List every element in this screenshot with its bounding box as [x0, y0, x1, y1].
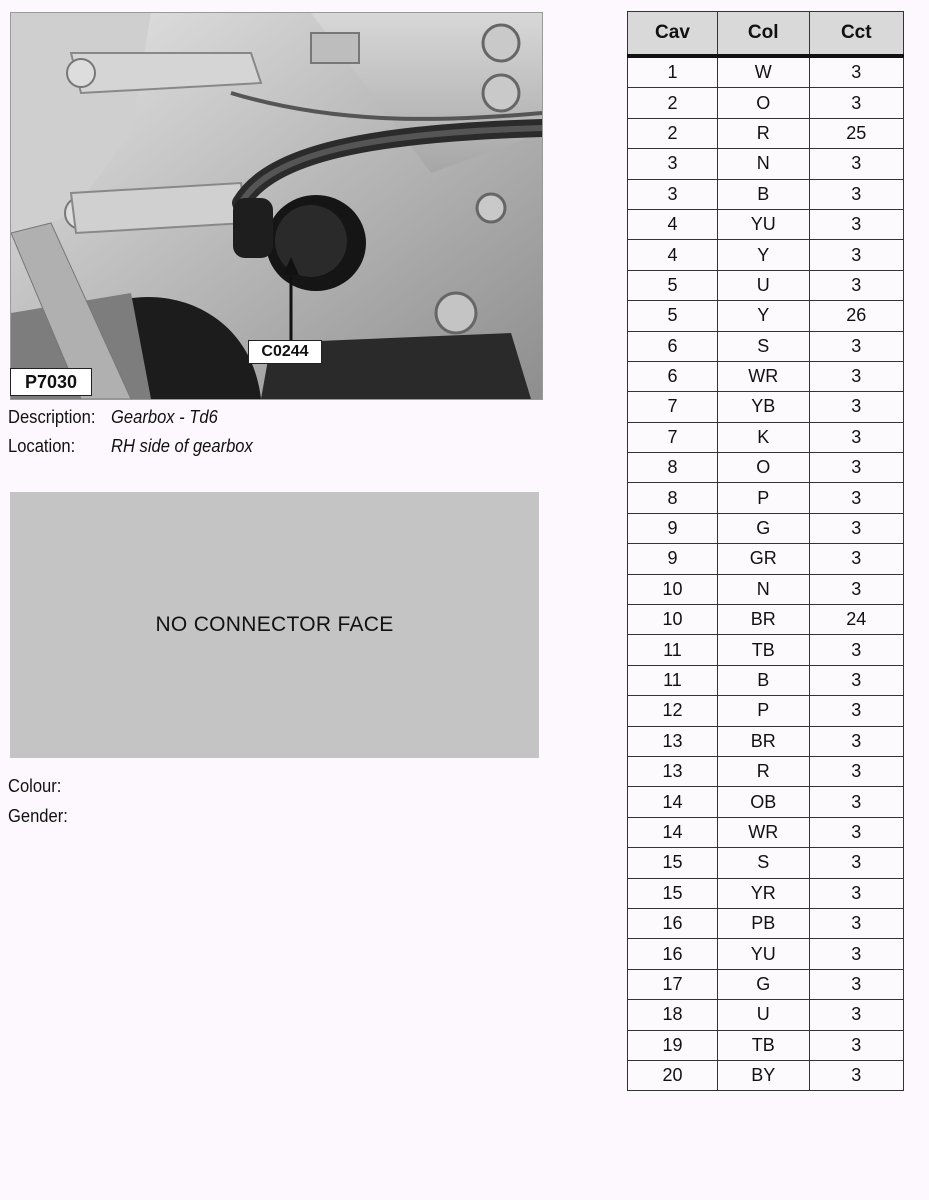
cct-cell: 3 [809, 878, 903, 908]
col-cell: N [717, 574, 809, 604]
col-cell: PB [717, 908, 809, 938]
cct-cell: 3 [809, 361, 903, 391]
cct-cell: 3 [809, 179, 903, 209]
cct-cell: 3 [809, 817, 903, 847]
table-row [628, 665, 904, 695]
table-row [628, 240, 904, 270]
cav-cell: 7 [628, 422, 718, 452]
table-row [628, 848, 904, 878]
cav-cell: 14 [628, 817, 718, 847]
colour-label: Colour: [8, 776, 62, 796]
table-row [628, 817, 904, 847]
cct-cell: 3 [809, 513, 903, 543]
cct-cell: 3 [809, 453, 903, 483]
cav-cell: 9 [628, 513, 718, 543]
cav-cell: 8 [628, 453, 718, 483]
cav-cell: 10 [628, 605, 718, 635]
cct-cell: 3 [809, 1060, 903, 1090]
cct-cell: 24 [809, 605, 903, 635]
col-cell: N [717, 149, 809, 179]
connector-callout-label: C0244 [248, 340, 322, 364]
col-cell: B [717, 179, 809, 209]
col-cell: U [717, 1000, 809, 1030]
cav-cell: 11 [628, 665, 718, 695]
col-cell: O [717, 88, 809, 118]
cav-cell: 7 [628, 392, 718, 422]
cav-cell: 5 [628, 301, 718, 331]
cct-cell: 3 [809, 392, 903, 422]
cct-cell: 26 [809, 301, 903, 331]
table-row [628, 726, 904, 756]
cct-cell: 3 [809, 270, 903, 300]
gender-label: Gender: [8, 806, 68, 826]
table-row [628, 787, 904, 817]
connector-face-placeholder [10, 492, 539, 758]
table-row [628, 605, 904, 635]
cav-cell: 18 [628, 1000, 718, 1030]
photo-id-label: P7030 [10, 368, 92, 396]
cav-cell: 13 [628, 756, 718, 786]
header-col: Col [717, 12, 809, 57]
col-cell: BR [717, 605, 809, 635]
cav-cell: 12 [628, 696, 718, 726]
cav-cell: 17 [628, 969, 718, 999]
header-cav: Cav [628, 12, 718, 57]
cav-cell: 10 [628, 574, 718, 604]
col-cell: WR [717, 817, 809, 847]
col-cell: R [717, 118, 809, 148]
table-row [628, 1030, 904, 1060]
col-cell: P [717, 483, 809, 513]
cav-cell: 5 [628, 270, 718, 300]
col-cell: Y [717, 240, 809, 270]
table-row [628, 513, 904, 543]
table-row [628, 696, 904, 726]
cav-cell: 19 [628, 1030, 718, 1060]
connector-face-text: NO CONNECTOR FACE [155, 613, 394, 636]
col-cell: O [717, 453, 809, 483]
cct-cell: 3 [809, 544, 903, 574]
table-row [628, 179, 904, 209]
table-row [628, 270, 904, 300]
col-cell: P [717, 696, 809, 726]
table-row [628, 969, 904, 999]
cct-cell: 3 [809, 756, 903, 786]
table-row [628, 422, 904, 452]
cav-cell: 6 [628, 361, 718, 391]
cct-cell: 3 [809, 726, 903, 756]
cct-cell: 3 [809, 574, 903, 604]
pinout-header-row [628, 12, 904, 57]
table-row [628, 908, 904, 938]
gender-line [8, 806, 68, 827]
cct-cell: 3 [809, 939, 903, 969]
table-row [628, 544, 904, 574]
cct-cell: 3 [809, 696, 903, 726]
col-cell: YU [717, 209, 809, 239]
location-line [8, 436, 253, 457]
cct-cell: 3 [809, 422, 903, 452]
col-cell: G [717, 969, 809, 999]
table-row [628, 301, 904, 331]
col-cell: BY [717, 1060, 809, 1090]
colour-line [8, 776, 61, 797]
col-cell: WR [717, 361, 809, 391]
col-cell: OB [717, 787, 809, 817]
cct-cell: 3 [809, 969, 903, 999]
cav-cell: 3 [628, 149, 718, 179]
cav-cell: 4 [628, 240, 718, 270]
col-cell: S [717, 848, 809, 878]
table-row [628, 635, 904, 665]
header-cct: Cct [809, 12, 903, 57]
location-value: RH side of gearbox [111, 436, 253, 456]
table-row [628, 756, 904, 786]
cav-cell: 6 [628, 331, 718, 361]
col-cell: BR [717, 726, 809, 756]
cct-cell: 25 [809, 118, 903, 148]
col-cell: R [717, 756, 809, 786]
description-label: Description: [8, 407, 96, 427]
cct-cell: 3 [809, 240, 903, 270]
cav-cell: 14 [628, 787, 718, 817]
cav-cell: 16 [628, 939, 718, 969]
cct-cell: 3 [809, 787, 903, 817]
col-cell: G [717, 513, 809, 543]
cct-cell: 3 [809, 88, 903, 118]
table-row [628, 939, 904, 969]
table-row [628, 88, 904, 118]
table-row [628, 118, 904, 148]
cav-cell: 15 [628, 878, 718, 908]
col-cell: TB [717, 635, 809, 665]
col-cell: S [717, 331, 809, 361]
cav-cell: 1 [628, 56, 718, 88]
cct-cell: 3 [809, 1000, 903, 1030]
cav-cell: 15 [628, 848, 718, 878]
cav-cell: 3 [628, 179, 718, 209]
table-row [628, 56, 904, 88]
table-row [628, 483, 904, 513]
pinout-table-body [628, 56, 904, 1091]
col-cell: YU [717, 939, 809, 969]
cct-cell: 3 [809, 331, 903, 361]
description-value: Gearbox - Td6 [111, 407, 218, 427]
cct-cell: 3 [809, 56, 903, 88]
table-row [628, 209, 904, 239]
table-row [628, 453, 904, 483]
col-cell: Y [717, 301, 809, 331]
cct-cell: 3 [809, 665, 903, 695]
location-label: Location: [8, 436, 76, 456]
cct-cell: 3 [809, 635, 903, 665]
table-row [628, 1000, 904, 1030]
col-cell: B [717, 665, 809, 695]
pinout-table [627, 11, 904, 1091]
cct-cell: 3 [809, 209, 903, 239]
cct-cell: 3 [809, 1030, 903, 1060]
col-cell: TB [717, 1030, 809, 1060]
cav-cell: 16 [628, 908, 718, 938]
col-cell: W [717, 56, 809, 88]
table-row [628, 149, 904, 179]
cav-cell: 4 [628, 209, 718, 239]
cct-cell: 3 [809, 149, 903, 179]
col-cell: YB [717, 392, 809, 422]
table-row [628, 574, 904, 604]
col-cell: U [717, 270, 809, 300]
table-row [628, 331, 904, 361]
table-row [628, 361, 904, 391]
cav-cell: 2 [628, 88, 718, 118]
table-row [628, 392, 904, 422]
cav-cell: 9 [628, 544, 718, 574]
cav-cell: 20 [628, 1060, 718, 1090]
table-row [628, 1060, 904, 1090]
col-cell: GR [717, 544, 809, 574]
cav-cell: 2 [628, 118, 718, 148]
col-cell: K [717, 422, 809, 452]
description-line [8, 407, 218, 428]
cav-cell: 8 [628, 483, 718, 513]
cav-cell: 11 [628, 635, 718, 665]
table-row [628, 878, 904, 908]
cct-cell: 3 [809, 908, 903, 938]
cct-cell: 3 [809, 848, 903, 878]
cct-cell: 3 [809, 483, 903, 513]
col-cell: YR [717, 878, 809, 908]
cav-cell: 13 [628, 726, 718, 756]
